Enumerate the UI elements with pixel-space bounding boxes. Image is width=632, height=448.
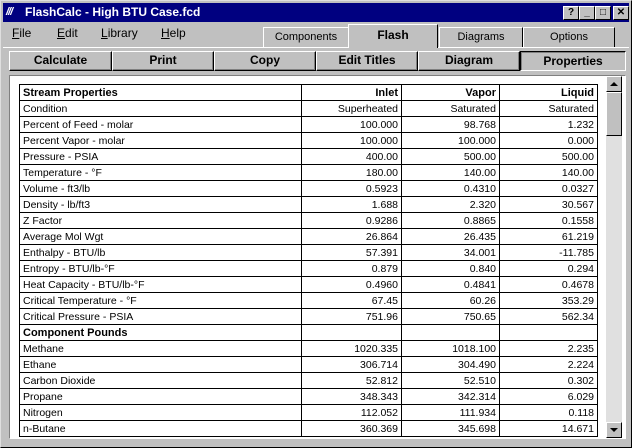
scroll-down-button[interactable] xyxy=(606,422,622,438)
table-row[interactable] xyxy=(20,421,598,437)
title-bar[interactable] xyxy=(3,3,629,22)
tab-components[interactable]: Components xyxy=(263,27,349,47)
row-value-inlet: 100.000 xyxy=(302,117,402,133)
menu-library-rest: ibrary xyxy=(107,26,138,40)
close-button[interactable]: ✕ xyxy=(613,6,629,20)
tab-flash[interactable]: Flash xyxy=(348,24,438,48)
row-label: Percent of Feed - molar xyxy=(20,117,302,133)
print-button[interactable]: Print xyxy=(112,51,214,71)
table-row[interactable] xyxy=(20,229,598,245)
row-value-inlet: 0.4960 xyxy=(302,277,402,293)
table-row[interactable] xyxy=(20,117,598,133)
properties-grid xyxy=(9,75,626,439)
row-label: Enthalpy - BTU/lb xyxy=(20,245,302,261)
arrow-up-icon xyxy=(610,82,618,86)
row-value-vapor: 98.768 xyxy=(402,117,500,133)
menu-library-accel: L xyxy=(101,26,108,40)
properties-button[interactable]: Properties xyxy=(520,51,626,71)
row-value-vapor: 26.435 xyxy=(402,229,500,245)
row-value-inlet: 1.688 xyxy=(302,197,402,213)
menu-library[interactable] xyxy=(101,26,138,40)
row-label: Heat Capacity - BTU/lb-°F xyxy=(20,277,302,293)
row-value-liquid: 0.0327 xyxy=(500,181,598,197)
table-header-row xyxy=(20,85,598,101)
menu-edit-accel: E xyxy=(57,26,66,40)
table-row[interactable] xyxy=(20,101,598,117)
row-value-inlet: 360.369 xyxy=(302,421,402,437)
table-row[interactable] xyxy=(20,181,598,197)
row-label: Ethane xyxy=(20,357,302,373)
row-value-liquid: 562.34 xyxy=(500,309,598,325)
table-row[interactable] xyxy=(20,277,598,293)
row-value-liquid: Saturated xyxy=(500,101,598,117)
table-row[interactable] xyxy=(20,341,598,357)
row-value-vapor: 60.26 xyxy=(402,293,500,309)
row-value-liquid: 0.118 xyxy=(500,405,598,421)
row-value-vapor: 0.8865 xyxy=(402,213,500,229)
table-row[interactable] xyxy=(20,197,598,213)
help-button[interactable]: ? xyxy=(563,6,579,20)
row-value-vapor: 750.65 xyxy=(402,309,500,325)
app-icon[interactable]: /// xyxy=(6,6,13,18)
table-row[interactable] xyxy=(20,165,598,181)
row-value-vapor: 34.001 xyxy=(402,245,500,261)
table-row[interactable] xyxy=(20,357,598,373)
row-value-liquid: 0.4678 xyxy=(500,277,598,293)
row-label: Methane xyxy=(20,341,302,357)
row-value-inlet: 0.9286 xyxy=(302,213,402,229)
table-row[interactable] xyxy=(20,309,598,325)
row-label: Propane xyxy=(20,389,302,405)
empty-cell xyxy=(402,325,500,341)
menu-edit[interactable] xyxy=(57,26,78,40)
row-value-inlet: 67.45 xyxy=(302,293,402,309)
column-header: Stream Properties xyxy=(20,85,302,101)
empty-cell xyxy=(302,325,402,341)
section-header-row xyxy=(20,325,598,341)
row-value-vapor: 111.934 xyxy=(402,405,500,421)
row-value-inlet: 0.5923 xyxy=(302,181,402,197)
menu-file-accel: F xyxy=(12,26,20,40)
row-value-liquid: -11.785 xyxy=(500,245,598,261)
row-label: Volume - ft3/lb xyxy=(20,181,302,197)
row-value-vapor: 500.00 xyxy=(402,149,500,165)
row-label: Entropy - BTU/lb-°F xyxy=(20,261,302,277)
column-header: Inlet xyxy=(302,85,402,101)
row-value-liquid: 6.029 xyxy=(500,389,598,405)
row-label: Condition xyxy=(20,101,302,117)
vertical-scrollbar[interactable] xyxy=(606,76,622,438)
row-value-liquid: 0.302 xyxy=(500,373,598,389)
row-value-inlet: Superheated xyxy=(302,101,402,117)
scroll-up-button[interactable] xyxy=(606,76,622,92)
row-value-liquid: 1.232 xyxy=(500,117,598,133)
table-row[interactable] xyxy=(20,261,598,277)
empty-cell xyxy=(500,325,598,341)
table-row[interactable] xyxy=(20,213,598,229)
properties-table xyxy=(19,84,598,437)
tab-panel-edge xyxy=(3,47,629,48)
row-value-vapor: 345.698 xyxy=(402,421,500,437)
row-label: Critical Temperature - °F xyxy=(20,293,302,309)
row-value-inlet: 400.00 xyxy=(302,149,402,165)
window-title: FlashCalc - High BTU Case.fcd xyxy=(25,5,201,19)
tab-diagrams[interactable]: Diagrams xyxy=(439,27,523,47)
row-value-liquid: 30.567 xyxy=(500,197,598,213)
column-header: Liquid xyxy=(500,85,598,101)
row-label: Density - lb/ft3 xyxy=(20,197,302,213)
row-value-vapor: 342.314 xyxy=(402,389,500,405)
calculate-button[interactable]: Calculate xyxy=(9,51,112,71)
row-value-vapor: 140.00 xyxy=(402,165,500,181)
table-row[interactable] xyxy=(20,373,598,389)
tab-options[interactable]: Options xyxy=(523,27,615,47)
edit-titles-button[interactable]: Edit Titles xyxy=(316,51,418,71)
maximize-button[interactable]: □ xyxy=(595,6,611,20)
diagram-button[interactable]: Diagram xyxy=(418,51,520,71)
row-value-vapor: 0.4310 xyxy=(402,181,500,197)
row-value-liquid: 14.671 xyxy=(500,421,598,437)
row-value-vapor: 0.4841 xyxy=(402,277,500,293)
row-value-liquid: 0.294 xyxy=(500,261,598,277)
row-value-inlet: 306.714 xyxy=(302,357,402,373)
table-row[interactable] xyxy=(20,245,598,261)
menu-edit-rest: dit xyxy=(65,26,78,40)
row-value-vapor: Saturated xyxy=(402,101,500,117)
menu-help[interactable] xyxy=(161,26,186,40)
row-label: Carbon Dioxide xyxy=(20,373,302,389)
row-value-vapor: 1018.100 xyxy=(402,341,500,357)
row-label: Percent Vapor - molar xyxy=(20,133,302,149)
row-value-liquid: 0.1558 xyxy=(500,213,598,229)
row-value-vapor: 2.320 xyxy=(402,197,500,213)
row-label: Z Factor xyxy=(20,213,302,229)
row-value-liquid: 61.219 xyxy=(500,229,598,245)
section-title: Component Pounds xyxy=(20,325,302,341)
column-header: Vapor xyxy=(402,85,500,101)
table-row[interactable] xyxy=(20,293,598,309)
table-row[interactable] xyxy=(20,389,598,405)
table-row[interactable] xyxy=(20,133,598,149)
table-row[interactable] xyxy=(20,149,598,165)
row-value-vapor: 100.000 xyxy=(402,133,500,149)
row-label: n-Butane xyxy=(20,421,302,437)
row-value-inlet: 52.812 xyxy=(302,373,402,389)
menu-file[interactable] xyxy=(12,26,31,40)
row-label: Temperature - °F xyxy=(20,165,302,181)
arrow-down-icon xyxy=(610,428,618,432)
row-value-inlet: 348.343 xyxy=(302,389,402,405)
table-row[interactable] xyxy=(20,405,598,421)
row-value-liquid: 353.29 xyxy=(500,293,598,309)
row-value-liquid: 140.00 xyxy=(500,165,598,181)
row-value-liquid: 2.235 xyxy=(500,341,598,357)
row-value-inlet: 112.052 xyxy=(302,405,402,421)
row-value-vapor: 0.840 xyxy=(402,261,500,277)
row-value-inlet: 180.00 xyxy=(302,165,402,181)
menu-help-accel: H xyxy=(161,26,170,40)
copy-button[interactable]: Copy xyxy=(214,51,316,71)
row-value-inlet: 100.000 xyxy=(302,133,402,149)
row-label: Average Mol Wgt xyxy=(20,229,302,245)
row-value-inlet: 751.96 xyxy=(302,309,402,325)
row-value-vapor: 52.510 xyxy=(402,373,500,389)
row-value-liquid: 0.000 xyxy=(500,133,598,149)
row-value-inlet: 0.879 xyxy=(302,261,402,277)
minimize-button[interactable]: _ xyxy=(579,6,595,20)
menu-help-rest: elp xyxy=(169,26,186,40)
row-value-liquid: 2.224 xyxy=(500,357,598,373)
scroll-thumb[interactable] xyxy=(606,92,622,136)
row-value-vapor: 304.490 xyxy=(402,357,500,373)
row-label: Pressure - PSIA xyxy=(20,149,302,165)
row-value-inlet: 1020.335 xyxy=(302,341,402,357)
row-label: Critical Pressure - PSIA xyxy=(20,309,302,325)
menu-file-rest: ile xyxy=(19,26,32,40)
row-value-inlet: 26.864 xyxy=(302,229,402,245)
row-value-liquid: 500.00 xyxy=(500,149,598,165)
row-label: Nitrogen xyxy=(20,405,302,421)
row-value-inlet: 57.391 xyxy=(302,245,402,261)
